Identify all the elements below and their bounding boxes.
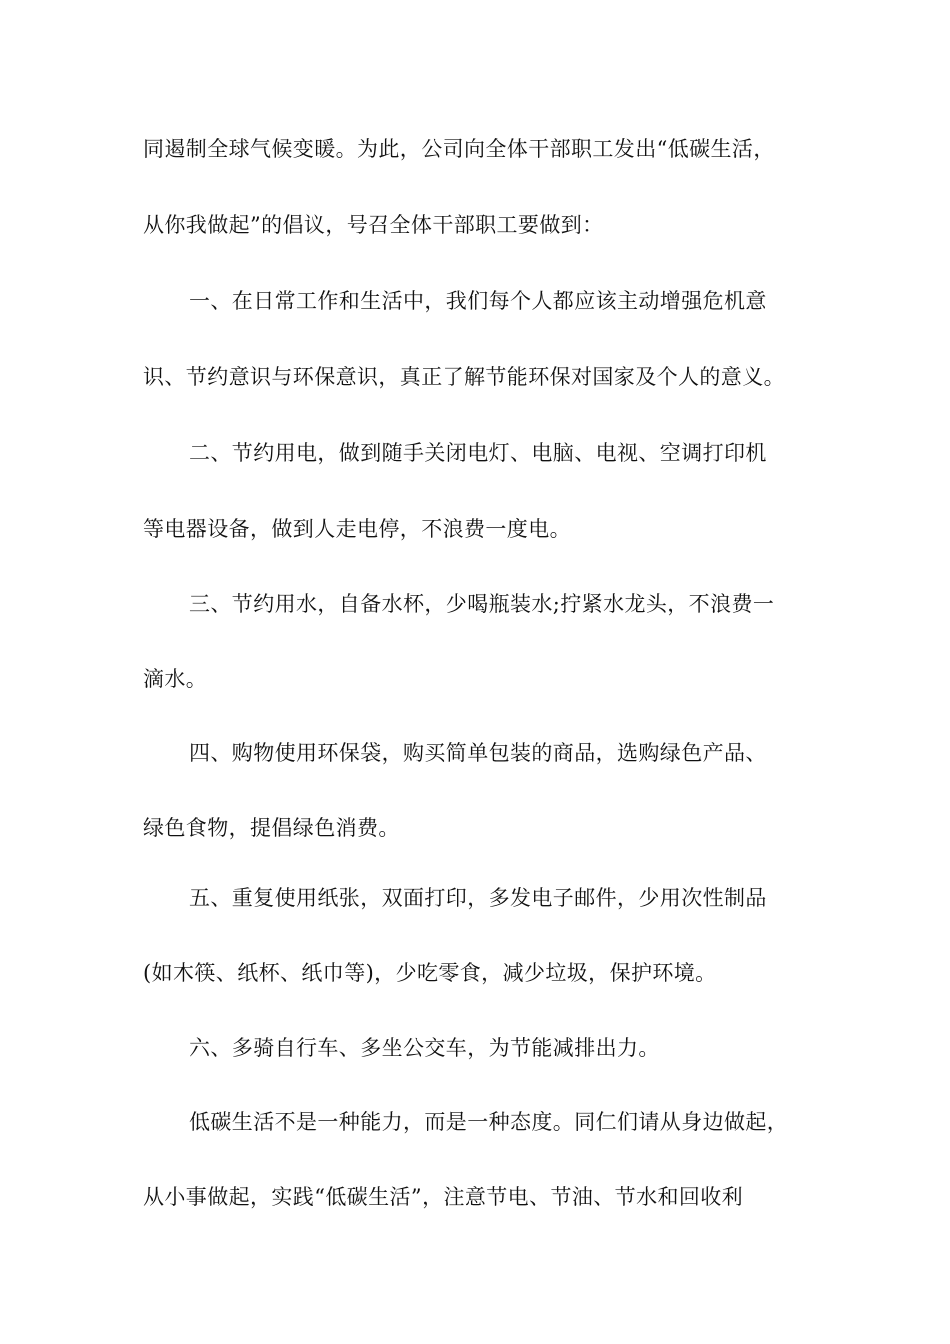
list-item-5-line: (如木筷、纸杯、纸巾等)，少吃零食，减少垃圾，保护环境。 xyxy=(143,961,717,985)
list-item-2-line: 二、节约用电，做到随手关闭电灯、电脑、电视、空调打印机 xyxy=(189,441,767,465)
list-item-5-line: 五、重复使用纸张，双面打印，多发电子邮件，少用次性制品 xyxy=(189,886,767,910)
list-item-2-line: 等电器设备，做到人走电停，不浪费一度电。 xyxy=(143,517,571,541)
list-item-6-line: 六、多骑自行车、多坐公交车，为节能减排出力。 xyxy=(189,1036,660,1060)
body-text-line: 同遏制全球气候变暖。为此，公司向全体干部职工发出“低碳生活， xyxy=(143,137,775,161)
list-item-3-line: 三、节约用水，自备水杯，少喝瓶装水;拧紧水龙头，不浪费一 xyxy=(189,592,775,616)
list-item-4-line: 绿色食物，提倡绿色消费。 xyxy=(143,816,400,840)
list-item-1-line: 一、在日常工作和生活中，我们每个人都应该主动增强危机意 xyxy=(189,289,767,313)
list-item-3-line: 滴水。 xyxy=(143,667,208,691)
list-item-4-line: 四、购物使用环保袋，购买简单包装的商品，选购绿色产品、 xyxy=(189,741,767,765)
closing-paragraph-line: 低碳生活不是一种能力，而是一种态度。同仁们请从身边做起， xyxy=(189,1110,789,1134)
body-text-line: 从你我做起”的倡议，号召全体干部职工要做到： xyxy=(143,213,604,237)
closing-paragraph-line: 从小事做起，实践“低碳生活”，注意节电、节油、节水和回收利 xyxy=(143,1185,744,1209)
list-item-1-line: 识、节约意识与环保意识，真正了解节能环保对国家及个人的意义。 xyxy=(143,365,785,389)
